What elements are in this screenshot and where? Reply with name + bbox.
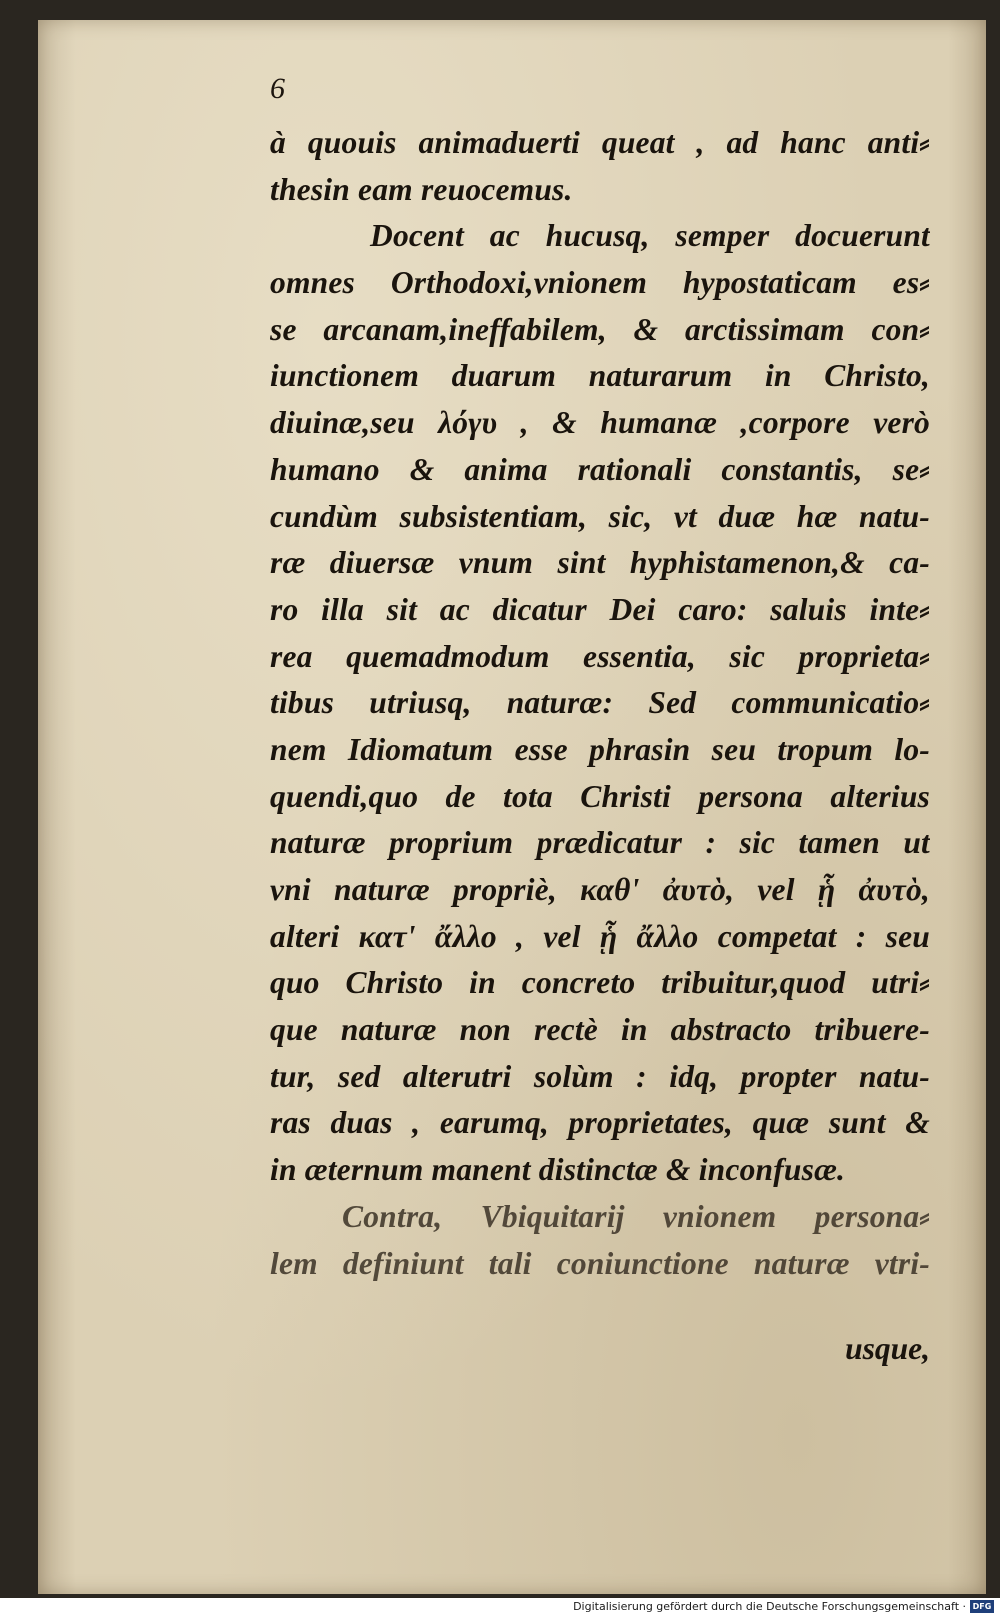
text-line: nem Idiomatum esse phrasin seu tropum lo- xyxy=(270,731,930,767)
text-line: ro illa sit ac dicatur Dei caro: saluis inte⸗ xyxy=(270,591,930,627)
text-line: se arcanam,ineffabilem, & arctissimam con⸗ xyxy=(270,311,930,347)
text-line: lem definiunt tali coniunctione naturæ vtri- xyxy=(270,1245,930,1281)
text-line: humano & anima rationali constantis, se⸗ xyxy=(270,451,930,487)
dfg-logo: DFG xyxy=(970,1600,994,1613)
text-line: quo Christo in concreto tribuitur,quod utri⸗ xyxy=(270,965,930,1001)
text-line: Docent ac hucusq, semper docuerunt xyxy=(370,218,930,254)
text-line: tibus utriusq, naturæ: Sed communicatio⸗ xyxy=(270,685,930,721)
text-line: rea quemadmodum essentia, sic proprieta⸗ xyxy=(270,638,930,674)
text-line: iunctionem duarum naturarum in Christo, xyxy=(270,358,930,394)
text-line: quendi,quo de tota Christi persona alterius xyxy=(270,778,930,814)
text-line: omnes Orthodoxi,vnionem hypostaticam es⸗ xyxy=(270,265,930,301)
page-number: 6 xyxy=(270,72,285,105)
text-line: in æternum manent distinctæ & inconfusæ. xyxy=(270,1152,846,1188)
text-line: à quouis animaduerti queat , ad hanc anti⸗ xyxy=(270,125,930,160)
page-text xyxy=(270,120,930,1287)
text-line: naturæ proprium prædicatur : sic tamen ut xyxy=(270,825,930,861)
text-line: ræ diuersæ vnum sint hyphistamenon,& ca- xyxy=(270,545,930,581)
text-line: ras duas , earumq, proprietates, quæ sunt & xyxy=(270,1105,930,1141)
text-line: thesin eam reuocemus. xyxy=(270,171,573,207)
text-line: cundùm subsistentiam, sic, vt duæ hæ natu- xyxy=(270,498,930,534)
text-line: Contra, Vbiquitarij vnionem persona⸗ xyxy=(342,1198,930,1234)
text-line: diuinæ,seu λόγυ , & humanæ ,corpore verò xyxy=(270,405,930,441)
text-line: vni naturæ propriè, καθ' ἀυτὸ, vel ᾗ ἀυτὸ, xyxy=(270,872,930,907)
text-line: que naturæ non rectè in abstracto tribuere- xyxy=(270,1012,930,1048)
text-line: tur, sed alterutri solùm : idq, propter natu- xyxy=(270,1058,930,1094)
footer-credit: Digitalisierung gefördert durch die Deutsche Forschungsgemeinschaft · xyxy=(573,1600,966,1613)
catchword: usque, xyxy=(845,1331,930,1366)
text-line: alteri κατ' ἄλλο , vel ᾗ ἄλλο competat : seu xyxy=(270,918,930,954)
